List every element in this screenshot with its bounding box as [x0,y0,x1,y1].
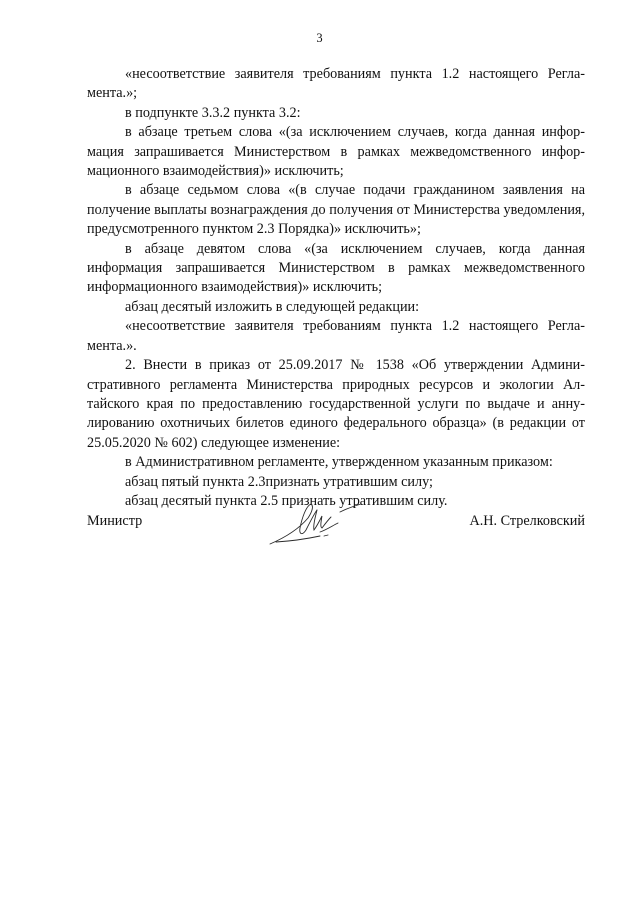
paragraph-6: абзац десятый изложить в следующей редакции: [125,298,420,315]
paragraph-3: в абзаце третьем слова «(за исключением случаев, когда данная инфор-мация запрашивается Министерством в рамках межведомственного инфор-мационного взаимодействия)» исключить; [87,124,585,180]
signature-block [87,512,585,572]
signatory-name: А.Н. Стрелковский [469,513,585,529]
paragraph-2: в подпункте 3.3.2 пункта 3.2: [125,104,301,121]
paragraph-5: в абзаце девятом слова «(за исключением случаев, когда данная информация запрашивается Министерством в рамках межведомственного информационного взаимодействия)» исключить; [87,240,585,296]
paragraph-9: в Административном регламенте, утвержденном указанным приказом: [125,454,553,471]
page-number: 3 [316,31,323,45]
paragraph-7: «несоответствие заявителя требованиям пункта 1.2 настоящего Регла-мента.». [87,318,585,354]
paragraph-11: абзац десятый пункта 2.5 признать утратившим силу. [125,492,448,509]
document-body [87,65,585,511]
handwritten-signature [262,492,367,552]
paragraph-4: в абзаце седьмом слова «(в случае подачи гражданином заявления на получение выплаты вознаграждения до получения от Министерства уведомления, предусмотренного пунктом 2.3 Порядка)» исключить»; [87,182,585,238]
signatory-title: Министр [87,513,143,529]
paragraph-1: «несоответствие заявителя требованиям пункта 1.2 настоящего Регла-мента.»; [87,66,585,102]
paragraph-8: 2. Внести в приказ от 25.09.2017 № 1538 «Об утверждении Админи-стративного регламента Министерства природных ресурсов и экологии Ал-тайского края по предоставлению государственной услуги по выдаче и анну-лированию охотничьих билетов единого федерального образца» (в редакции от 25.05.2020 № 602) следующее изменение: [87,357,585,451]
paragraph-10: абзац пятый пункта 2.3признать утратившим силу; [125,473,433,490]
